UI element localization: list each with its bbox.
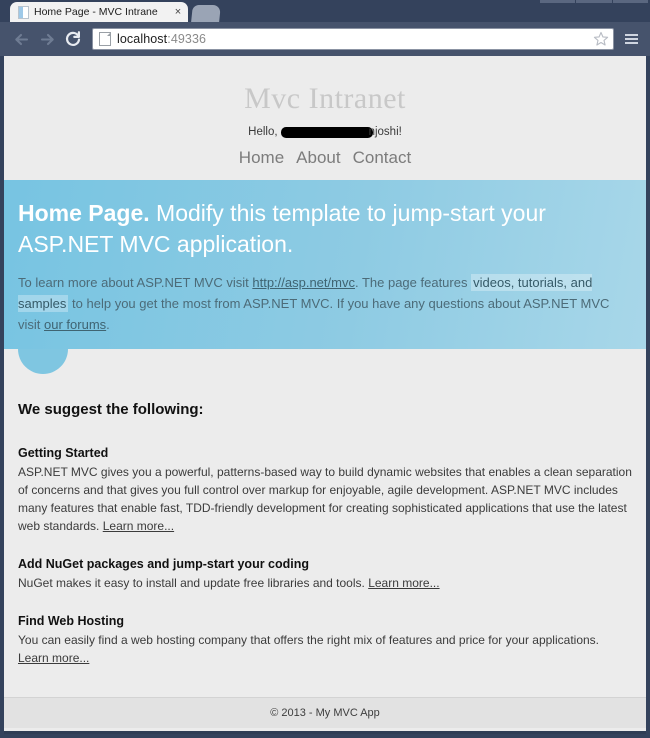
hamburger-bar-3 [625, 42, 638, 44]
feature-title: Add NuGet packages and jump-start your coding [18, 557, 310, 571]
copyright-text: © 2013 - My MVC App [270, 707, 380, 719]
feature-title: Getting Started [18, 446, 109, 460]
browser-toolbar [0, 22, 650, 56]
url-host: localhost [117, 32, 168, 46]
tab-title: Home Page - MVC Intrane [34, 6, 158, 18]
hamburger-bar-2 [625, 38, 638, 40]
feature-body [18, 631, 632, 667]
link-videos-tutorials-samples[interactable]: videos, tutorials, and samples [18, 275, 593, 311]
feature-body-text: ASP.NET MVC gives you a powerful, patterns-based way to build dynamic websites that enables a clean separation of concerns and that gives you full control over markup for enjoyable, agile development. ASP.NET MVC includes many features that enable fast, TDD-friendly development for creating sophisticated applications that use the latest web standards. [18, 465, 632, 533]
jumbotron-heading [18, 198, 632, 260]
learn-more-link-getting-started[interactable]: Learn more... [102, 519, 175, 533]
forward-button[interactable] [34, 26, 60, 52]
suggestions-title: We suggest the following: [18, 401, 204, 418]
nav-link-contact[interactable]: Contact [352, 148, 412, 167]
site-footer [4, 697, 646, 728]
nav-link-about[interactable]: About [296, 148, 341, 167]
close-tab-icon[interactable]: × [174, 6, 182, 18]
redacted-username [281, 127, 373, 138]
window-controls[interactable] [540, 0, 648, 4]
page-viewport [4, 56, 646, 734]
url-path: :49336 [167, 32, 207, 46]
feature-web-hosting [18, 614, 632, 667]
bookmark-star-icon[interactable] [593, 31, 609, 47]
feature-body-text: You can easily find a web hosting company that offers the right mix of features and price for your applications. [18, 633, 599, 647]
link-our-forums[interactable]: our forums [44, 317, 107, 332]
hamburger-bar-1 [625, 34, 638, 36]
user-greeting [4, 126, 646, 138]
browser-menu-button[interactable] [620, 27, 642, 51]
greeting-suffix: njoshi! [368, 126, 402, 138]
jumbotron-heading-strong: Home Page. [18, 200, 150, 226]
feature-nuget [18, 557, 632, 592]
address-bar[interactable] [92, 28, 614, 50]
jumbo-text-3: to help you get the most from ASP.NET MVC. If you have any questions about ASP.NET MVC visit [18, 296, 610, 332]
site-header [4, 56, 646, 180]
main-navigation [4, 148, 646, 172]
site-brand[interactable]: Mvc Intranet [244, 82, 406, 115]
jumbotron-paragraph [18, 272, 632, 335]
jumbo-text-1: To learn more about ASP.NET MVC visit [18, 275, 249, 290]
feature-getting-started [18, 446, 632, 535]
jumbotron-heading-rest: Modify this template to jump-start your ASP.NET MVC application. [18, 200, 546, 257]
nav-link-home[interactable]: Home [238, 148, 285, 167]
feature-body [18, 463, 632, 535]
feature-title: Find Web Hosting [18, 614, 125, 628]
url-text [117, 32, 593, 46]
greeting-prefix: Hello, [248, 126, 278, 138]
feature-body [18, 574, 632, 592]
page-document-icon [99, 32, 111, 46]
jumbo-text-2: . The page features [354, 275, 468, 290]
main-content [4, 349, 646, 667]
learn-more-link-nuget[interactable]: Learn more... [368, 576, 440, 590]
jumbo-text-4: . [106, 317, 110, 332]
feature-body-text: NuGet makes it easy to install and update free libraries and tools. [18, 576, 365, 590]
jumbotron-wrapper [4, 180, 646, 349]
back-button[interactable] [8, 26, 34, 52]
new-tab-button[interactable] [191, 5, 221, 22]
favicon-icon [18, 6, 29, 19]
maximize-button[interactable] [576, 0, 611, 3]
close-window-button[interactable] [613, 0, 648, 3]
minimize-button[interactable] [540, 0, 575, 3]
browser-tab[interactable] [10, 2, 188, 22]
link-aspnet-mvc[interactable]: http://asp.net/mvc [252, 275, 355, 290]
tab-strip [0, 0, 650, 22]
reload-button[interactable] [60, 26, 86, 52]
jumbotron [4, 180, 646, 349]
learn-more-link-web-hosting[interactable]: Learn more... [18, 651, 90, 665]
